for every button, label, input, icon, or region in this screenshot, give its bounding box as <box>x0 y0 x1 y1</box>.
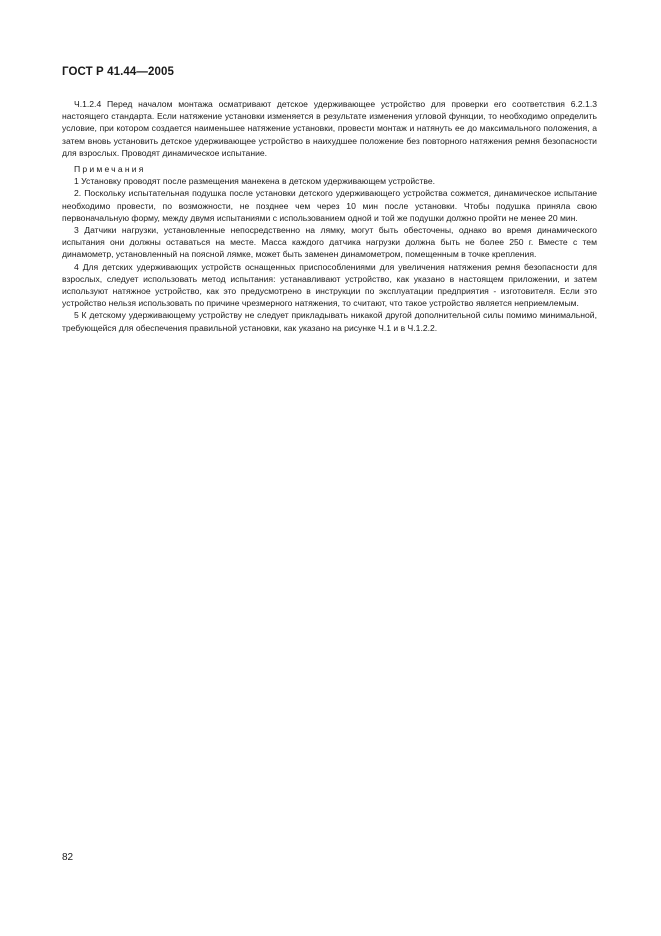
notes-title: Примечания <box>74 164 146 175</box>
note-2: 2. Поскольку испытательная подушка после установки детского удерживающего устройства сожмется, динамическое испытание необходимо провести, по возможности, не позднее чем через 10 мин после установки. Чтобы подушка приняла свою первоначальную форму, между двумя испытаниями с использованием одной и той же подушки должно пройти не менее 20 мин. <box>62 188 597 223</box>
note-5: 5 К детскому удерживающему устройству не следует прикладывать никакой другой дополнительной силы помимо минимальной, требующейся для обеспечения правильной установки, как указано на рисунке Ч.1 и в Ч.1.2.2. <box>62 310 597 333</box>
document-body <box>62 98 597 334</box>
note-3: 3 Датчики нагрузки, установленные непосредственно на лямку, могут быть обесточены, однако во время динамического испытания они должны оставаться на месте. Масса каждого датчика нагрузки должна быть не более 250 г. Вместе с тем динамометр, установленный на поясной лямке, может быть заменен динамометром, помещенным в точке крепления. <box>62 225 597 260</box>
note-1: 1 Установку проводят после размещения манекена в детском удерживающем устройстве. <box>74 176 436 187</box>
paragraph-ch-1-2-4: Ч.1.2.4 Перед началом монтажа осматривают детское удерживающее устройство для проверки его соответствия 6.2.1.3 настоящего стандарта. Если натяжение установки изменяется в результате изменения угловой функции, то необходимо определить условие, при котором создается наименьшее натяжение установки, провести монтаж и натянуть ее до максимального положения, а затем вновь установить детское удерживающее устройство в наихудшее положение без повторного натяжения ремня безопасности для взрослых. Проводят динамическое испытание. <box>62 99 597 158</box>
note-4: 4 Для детских удерживающих устройств оснащенных приспособлениями для увеличения натяжения ремня безопасности для взрослых, следует использовать метод испытания: устанавливают устройство, как указано в настоящем приложении, и затем используют натяжное устройство, как это предусмотрено в инструкции по эксплуатации предприятия - изготовителя. Если это устройство нельзя использовать по причине чрезмерного натяжения, то считают, что такое устройство является неприемлемым. <box>62 261 597 309</box>
page-number: 82 <box>62 852 74 863</box>
standard-designation: ГОСТ Р 41.44—2005 <box>62 66 174 78</box>
